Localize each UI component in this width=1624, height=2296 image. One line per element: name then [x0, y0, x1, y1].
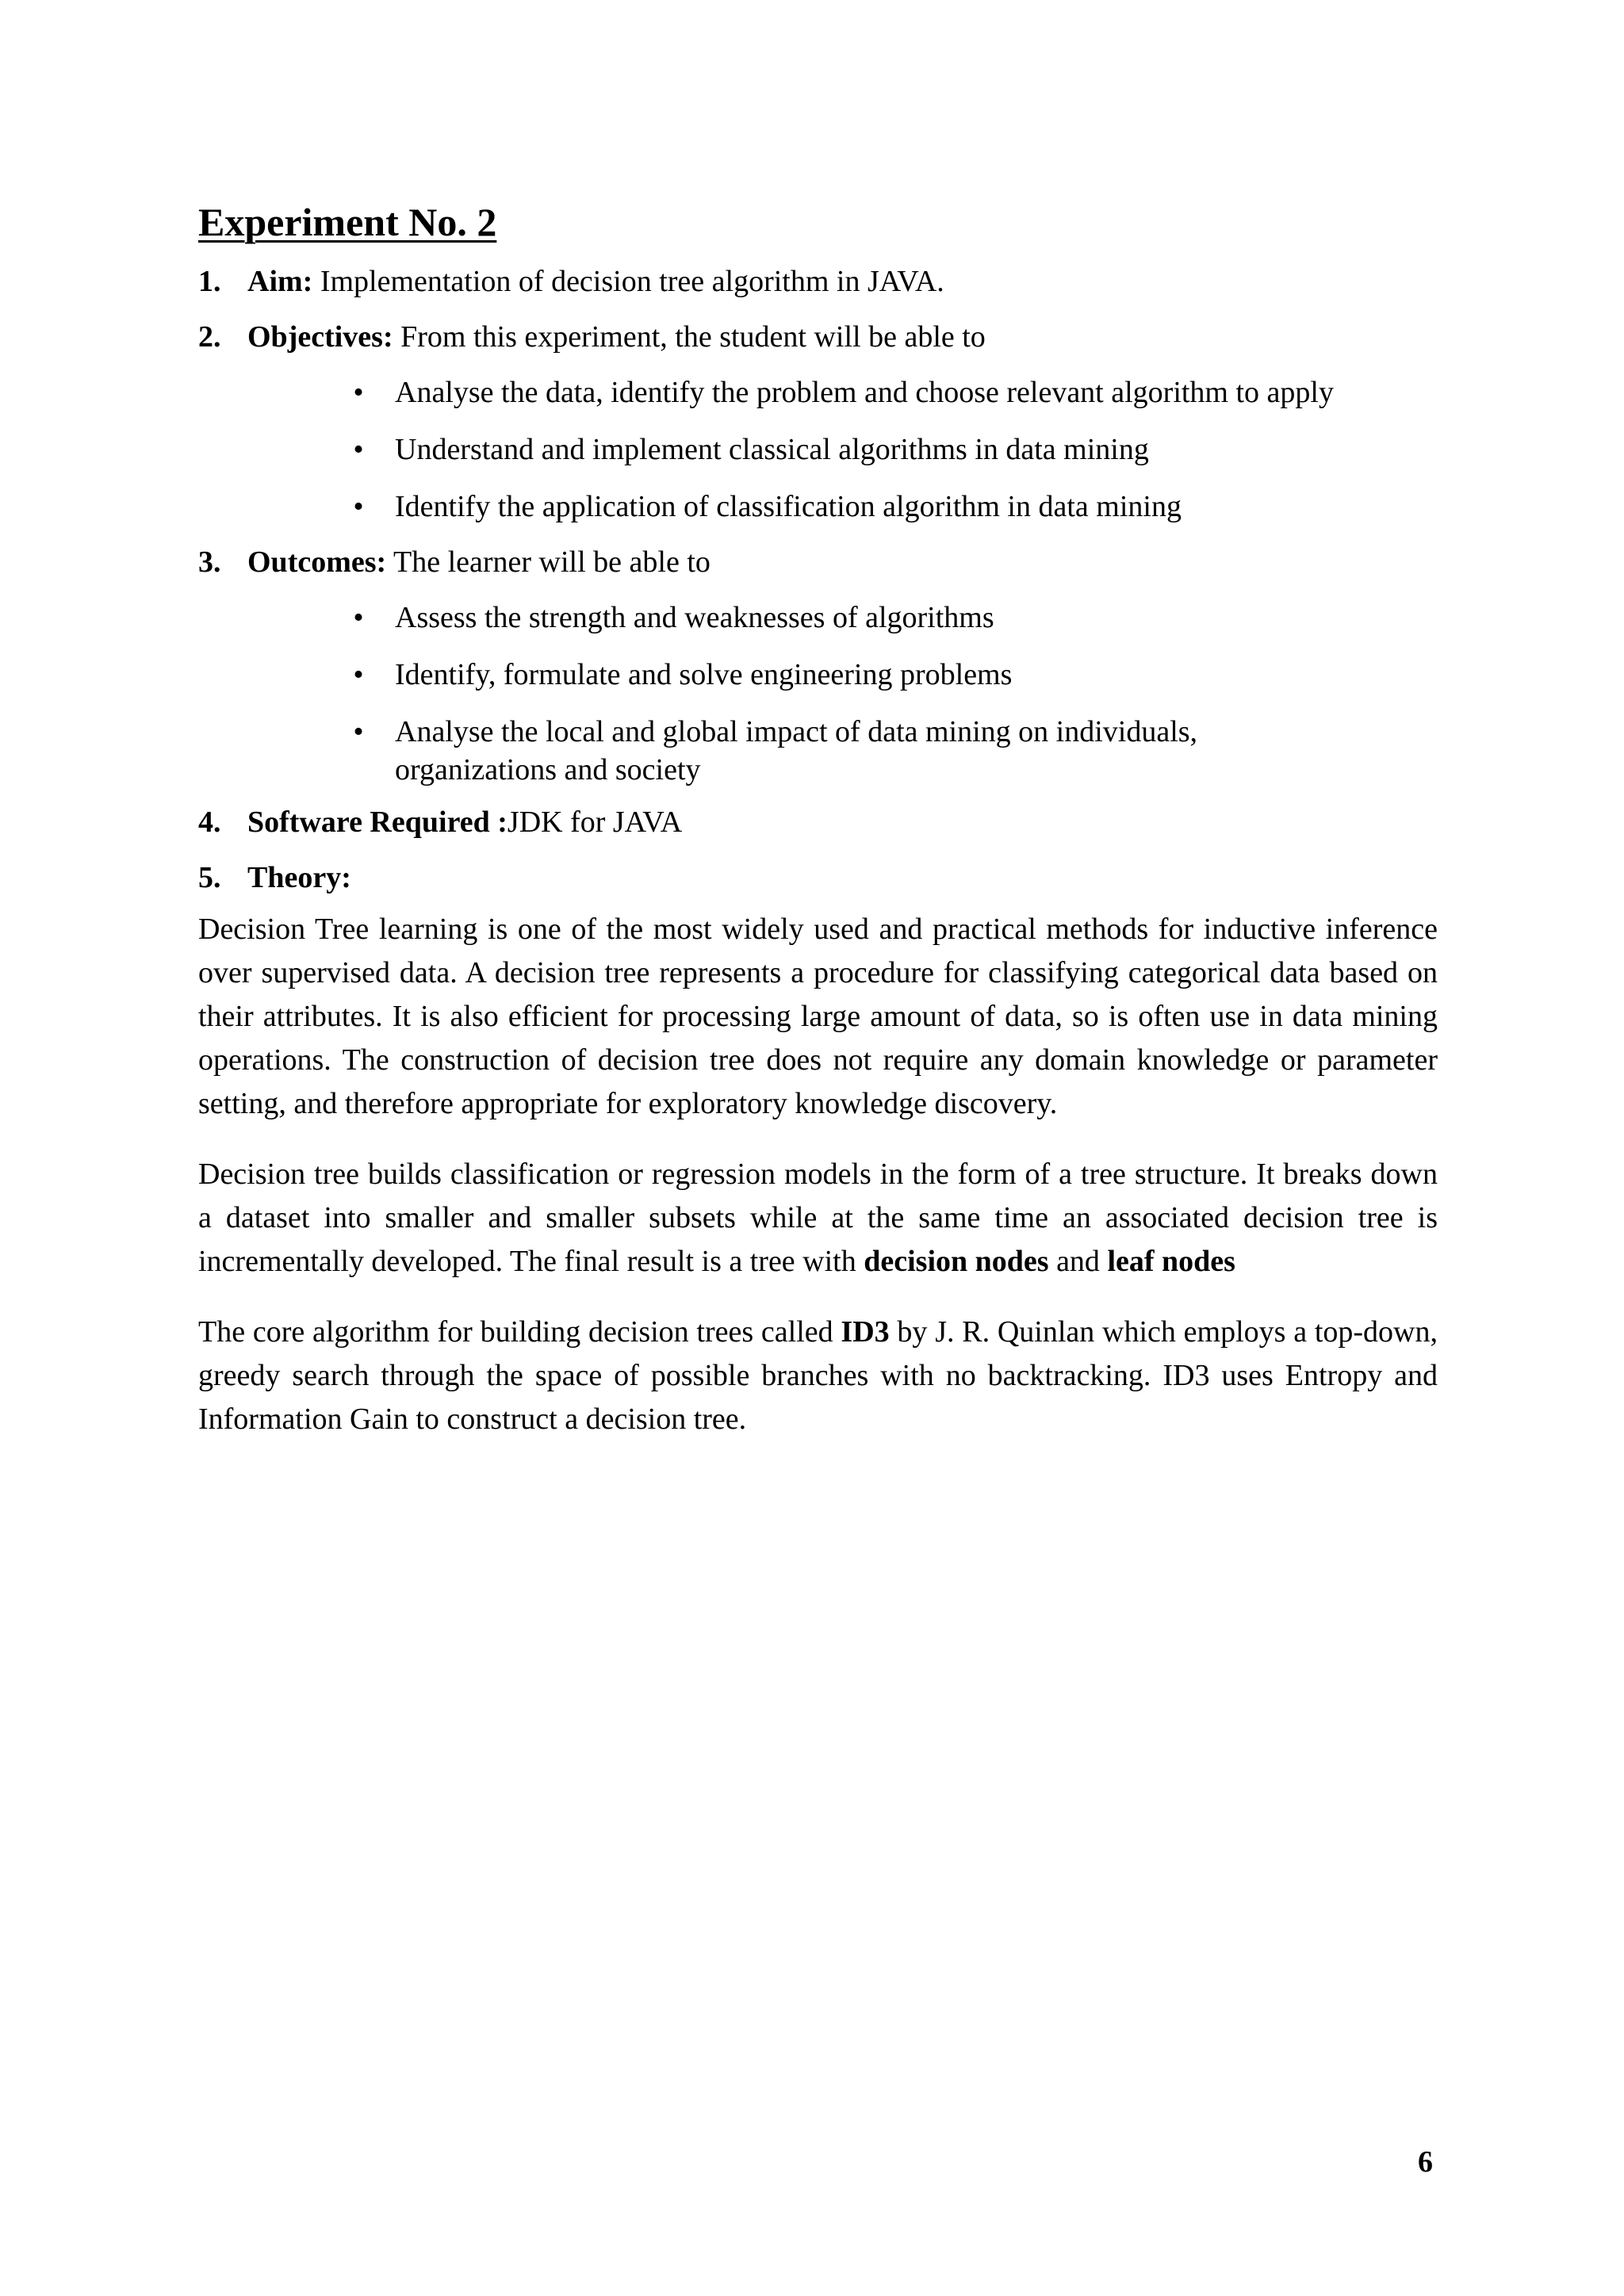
paragraph-text: by J. R. Quinlan which employs a top-down, greedy search through the space of possible branches with no backtracking. ID3 uses Entropy and Information Gain to construct a decision tree.	[198, 1315, 1438, 1436]
outcomes-list	[198, 599, 1438, 789]
page-title: Experiment No. 2	[198, 200, 497, 244]
outcomes-item	[198, 541, 1438, 583]
page-number: 6	[1418, 2145, 1433, 2179]
objectives-item	[198, 316, 1438, 358]
bullet-icon: •	[353, 715, 364, 748]
theory-paragraph-1: Decision Tree learning is one of the most widely used and practical methods for inductive inference over supervised data. A decision tree represents a procedure for classifying categorical data based on their attributes. It is also efficient for processing large amount of data, so is often use in data mining operations. The construction of decision tree does not require any domain knowledge or parameter setting, and therefore appropriate for exploratory knowledge discovery.	[198, 913, 1438, 1120]
list-item-text: Identify, formulate and solve engineering problems	[395, 658, 1013, 691]
software-text: JDK for JAVA	[507, 806, 683, 839]
aim-text: Implementation of decision tree algorithm in JAVA.	[312, 265, 944, 298]
paragraph-text: The core algorithm for building decision trees called	[198, 1315, 841, 1349]
list-item	[353, 599, 1438, 637]
aim-label: Aim:	[247, 265, 313, 298]
software-item	[198, 802, 1438, 843]
list-item	[353, 656, 1438, 694]
theory-label: Theory:	[247, 861, 351, 894]
theory-number: 5.	[198, 861, 221, 894]
theory-paragraph-2	[198, 1153, 1438, 1284]
objectives-text: From this experiment, the student will be able to	[393, 320, 986, 354]
id3-term: ID3	[841, 1315, 890, 1349]
list-item	[353, 713, 1307, 789]
bullet-icon: •	[353, 490, 364, 523]
list-item-text: Understand and implement classical algorithms in data mining	[395, 433, 1149, 466]
list-item	[353, 430, 1438, 469]
theory-item	[198, 857, 1438, 898]
bullet-icon: •	[353, 376, 364, 409]
page-content	[198, 194, 1438, 1441]
objectives-list	[198, 373, 1438, 526]
list-item	[353, 373, 1438, 411]
list-item-text: Analyse the local and global impact of data mining on individuals, organizations and society	[395, 715, 1198, 786]
software-label: Software Required :	[247, 806, 508, 839]
list-item	[353, 488, 1438, 526]
leaf-nodes-term: leaf nodes	[1107, 1245, 1235, 1278]
aim-item	[198, 261, 1438, 302]
list-item-text: Analyse the data, identify the problem and choose relevant algorithm to apply	[395, 376, 1334, 409]
list-item-text: Identify the application of classification algorithm in data mining	[395, 490, 1182, 523]
outcomes-text: The learner will be able to	[386, 545, 710, 579]
bullet-icon: •	[353, 601, 364, 634]
bullet-icon: •	[353, 433, 364, 466]
objectives-number: 2.	[198, 320, 221, 354]
outcomes-number: 3.	[198, 545, 221, 579]
paragraph-text: Decision tree builds classification or regression models in the form of a tree structure. It breaks down a dataset into smaller and smaller subsets while at the same time an associated decision tree is incrementally developed. The final result is a tree with	[198, 1158, 1438, 1278]
software-content	[247, 802, 682, 843]
decision-nodes-term: decision nodes	[864, 1245, 1049, 1278]
software-number: 4.	[198, 806, 221, 839]
theory-paragraph-3	[198, 1311, 1438, 1441]
objectives-content	[247, 316, 986, 358]
aim-content	[247, 261, 944, 302]
objectives-label: Objectives:	[247, 320, 393, 354]
list-item-text: Assess the strength and weaknesses of algorithms	[395, 601, 994, 634]
bullet-icon: •	[353, 658, 364, 691]
aim-number: 1.	[198, 265, 221, 298]
outcomes-content	[247, 541, 710, 583]
outcomes-label: Outcomes:	[247, 545, 387, 579]
paragraph-text: and	[1048, 1245, 1108, 1278]
